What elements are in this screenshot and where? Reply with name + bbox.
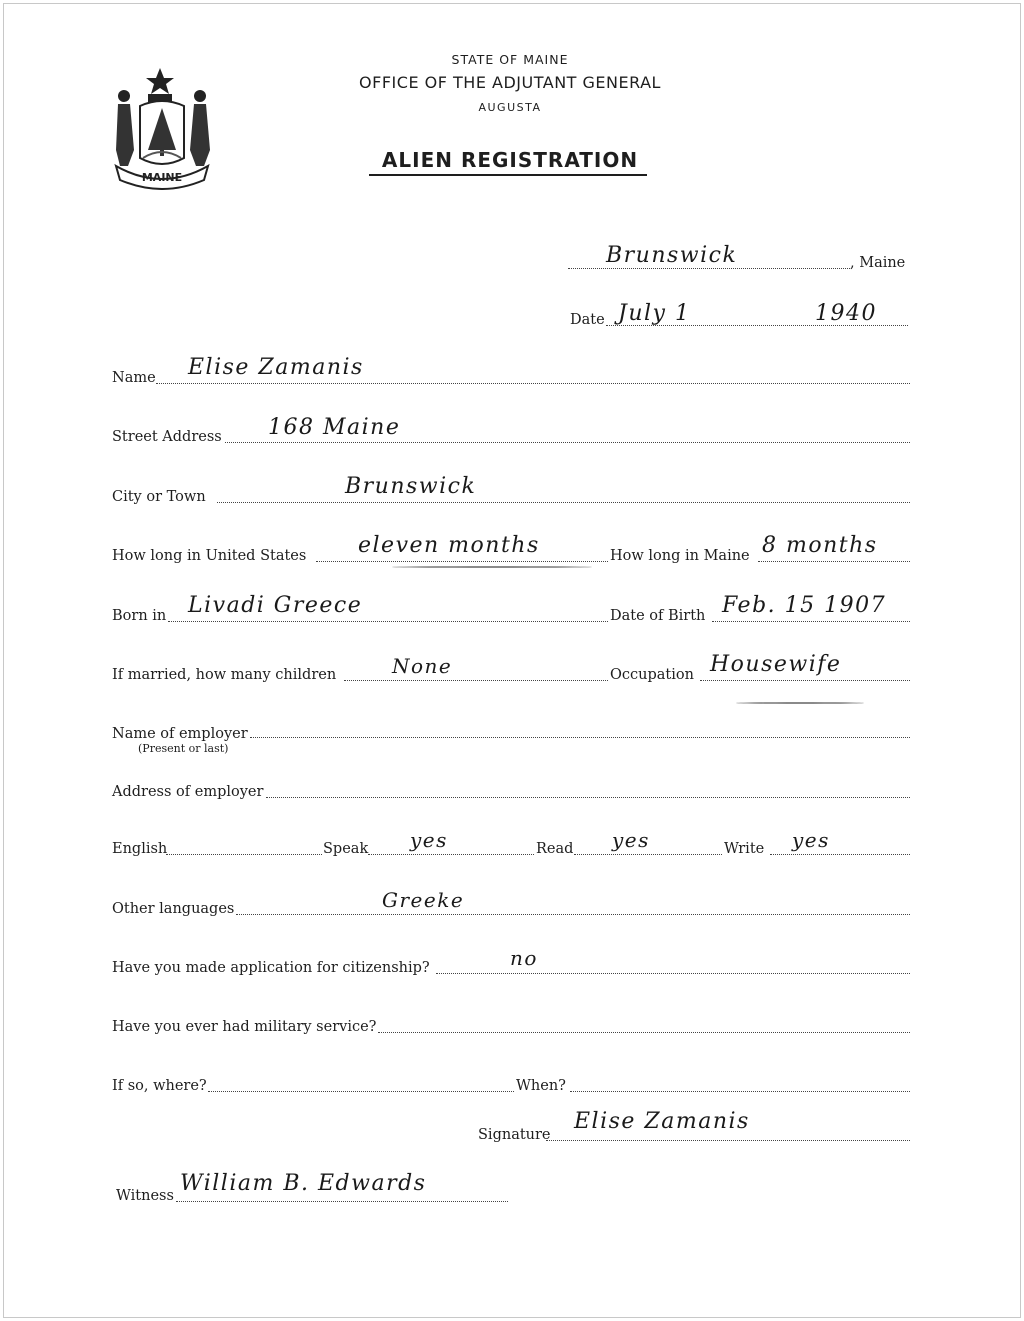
when-line [570,1091,910,1092]
born-in-line [168,621,608,622]
name-label: Name [112,370,156,386]
employer-address-label: Address of employer [112,784,264,800]
speak-label: Speak [323,841,369,857]
maine-duration-value: 8 months [762,533,878,558]
occupation-line [700,680,910,681]
city-heading: AUGUSTA [478,101,542,114]
military-label: Have you ever had military service? [112,1019,377,1035]
dob-value: Feb. 15 1907 [722,593,887,618]
read-value: yes [612,828,650,852]
when-label: When? [516,1078,566,1094]
occupation-label: Occupation [610,667,694,683]
street-line [225,442,910,443]
employer-address-line [266,797,910,798]
city-line [217,502,910,503]
form-title: ALIEN REGISTRATION [381,148,639,172]
title-underline [369,174,647,176]
employer-sublabel: (Present or last) [138,742,229,755]
city-label: City or Town [112,489,206,505]
other-languages-value: Greeke [382,888,465,912]
other-languages-label: Other languages [112,901,235,917]
date-year: 1940 [815,301,877,326]
us-duration-value: eleven months [358,533,540,558]
english-label: English [112,841,168,857]
name-value: Elise Zamanis [188,355,364,380]
place-line [568,268,850,269]
pencil-underline [392,566,592,568]
state-heading: STATE OF MAINE [451,52,569,67]
signature-line [546,1140,910,1141]
dob-label: Date of Birth [610,608,706,624]
signature-value: Elise Zamanis [574,1109,750,1134]
maine-duration-line [758,561,910,562]
where-line [208,1091,514,1092]
other-languages-line [236,914,910,915]
read-label: Read [536,841,574,857]
signature-label: Signature [478,1127,551,1143]
date-label: Date [570,312,605,328]
citizenship-value: no [510,946,538,970]
children-value: None [392,654,453,678]
seal-banner-text: MAINE [141,171,183,184]
read-line [574,854,722,855]
street-value: 168 Maine [268,415,401,440]
place-value: Brunswick [606,243,738,268]
employer-line [250,737,910,738]
dob-line [712,621,910,622]
witness-label: Witness [116,1188,174,1204]
where-label: If so, where? [112,1078,207,1094]
date-value: July 1 [618,301,691,326]
name-line [156,383,910,384]
place-suffix: , Maine [850,255,906,271]
citizenship-label: Have you made application for citizenship? [112,960,430,976]
speak-line [368,854,534,855]
children-label: If married, how many children [112,667,337,683]
page-border [3,3,1021,1318]
born-in-value: Livadi Greece [188,593,363,618]
maine-duration-label: How long in Maine [610,548,750,564]
born-in-label: Born in [112,608,167,624]
occupation-value: Housewife [710,652,842,677]
write-line [770,854,910,855]
witness-line [176,1201,508,1202]
street-label: Street Address [112,429,222,445]
write-value: yes [792,828,830,852]
us-duration-line [316,561,608,562]
write-label: Write [724,841,765,857]
witness-value: William B. Edwards [180,1171,427,1196]
citizenship-line [436,973,910,974]
city-value: Brunswick [345,474,477,499]
english-line [166,854,322,855]
maine-state-seal-icon [110,66,214,190]
military-line [378,1032,910,1033]
children-line [344,680,608,681]
office-heading: OFFICE OF THE ADJUTANT GENERAL [359,73,661,92]
pencil-underline [736,702,864,704]
employer-label: Name of employer [112,726,248,742]
speak-value: yes [410,828,448,852]
us-duration-label: How long in United States [112,548,307,564]
